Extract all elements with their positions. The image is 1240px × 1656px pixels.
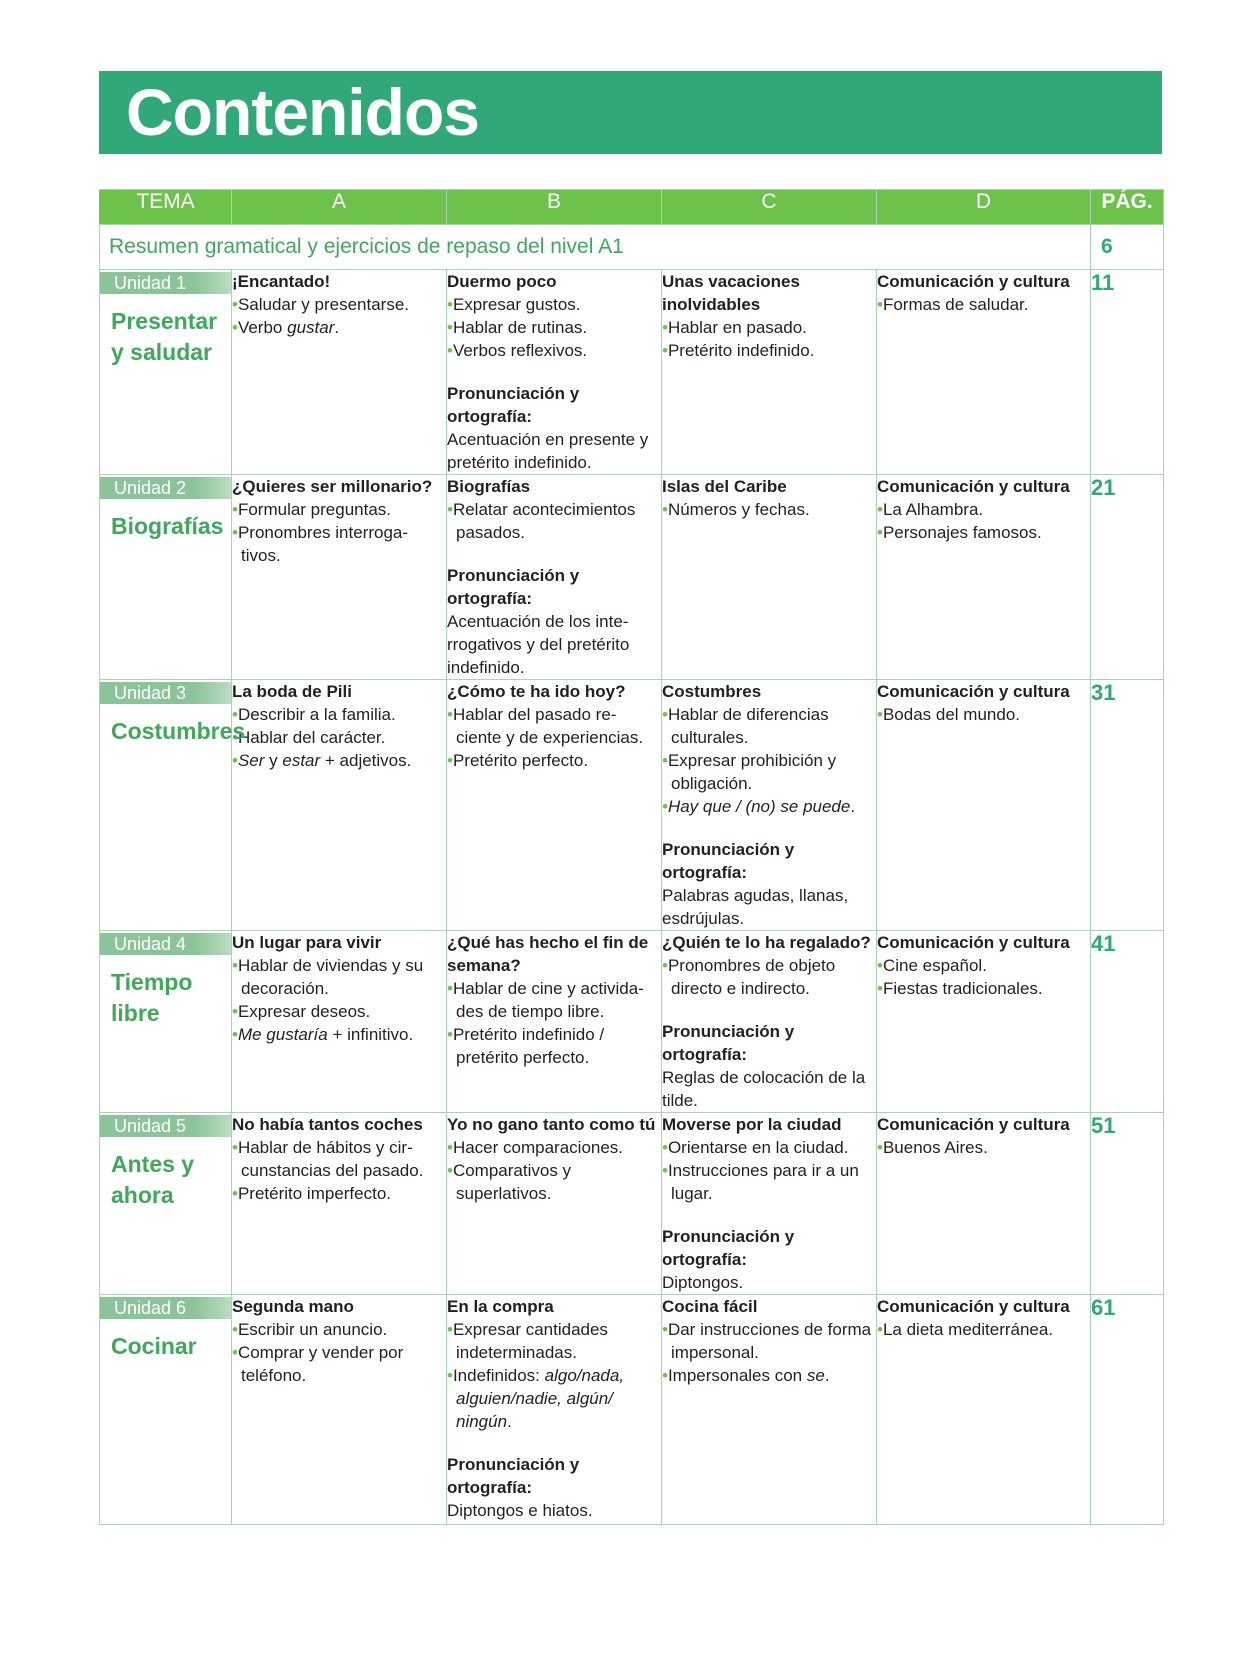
lesson-item: • Hay que / (no) se puede. [662, 795, 876, 818]
lesson-item: • La dieta mediterránea. [877, 1318, 1090, 1341]
lesson-item: • Relatar acontecimientos pasados. [447, 498, 661, 544]
unit-row [100, 1295, 1164, 1525]
lesson-item: • Hablar de hábitos y cir-cunstancias del pasado. [232, 1136, 446, 1182]
unit-tema-cell [100, 475, 232, 680]
resumen-text: Resumen gramatical y ejercicios de repaso del nivel A1 [100, 225, 1091, 270]
lesson-title: Comunicación y cultura [877, 1115, 1070, 1134]
lesson-item: • Indefinidos: algo/nada, alguien/nadie, algún/ ningún. [447, 1364, 661, 1433]
pronunciation-label: Pronunciación y ortografía: [662, 840, 795, 882]
unit-title: Antes y ahora [111, 1151, 195, 1208]
lesson-item: • Números y fechas. [662, 498, 876, 521]
page-number: 41 [1091, 931, 1164, 1113]
pronunciation-text: Acentuación en presente y pretérito indefinido. [447, 430, 649, 472]
lesson-cell-d [877, 931, 1091, 1113]
pronunciation-text: Diptongos e hiatos. [447, 1501, 593, 1520]
lesson-title: Comunicación y cultura [877, 477, 1070, 496]
page-title: Contenidos [126, 75, 479, 149]
lesson-title: La boda de Pili [232, 682, 352, 701]
pronunciation-label: Pronunciación y ortografía: [662, 1227, 795, 1269]
lesson-item: • Comparativos y superlativos. [447, 1159, 661, 1205]
lesson-cell-d [877, 680, 1091, 931]
lesson-title: Comunicación y cultura [877, 1297, 1070, 1316]
lesson-item: • Expresar gustos. [447, 293, 661, 316]
col-header-c: C [662, 190, 877, 225]
lesson-title: Duermo poco [447, 272, 557, 291]
lesson-cell-a [232, 1113, 447, 1295]
unit-tema-cell [100, 1113, 232, 1295]
unit-row [100, 1113, 1164, 1295]
lesson-item: • Escribir un anuncio. [232, 1318, 446, 1341]
lesson-title: Moverse por la ciudad [662, 1115, 842, 1134]
lesson-item: • Instrucciones para ir a un lugar. [662, 1159, 876, 1205]
page-number: 31 [1091, 680, 1164, 931]
page-number: 61 [1091, 1295, 1164, 1525]
lesson-title: Cocina fácil [662, 1297, 758, 1316]
lesson-cell-c [662, 270, 877, 475]
lesson-title: Comunicación y cultura [877, 272, 1070, 291]
page-number: 21 [1091, 475, 1164, 680]
lesson-item: • Hablar del carácter. [232, 726, 446, 749]
unit-title: Cocinar [111, 1333, 197, 1359]
lesson-title: Biografías [447, 477, 531, 496]
lesson-cell-b [447, 680, 662, 931]
lesson-item: • Ser y estar + adjetivos. [232, 749, 446, 772]
resumen-page: 6 [1091, 225, 1164, 270]
lesson-cell-b [447, 1113, 662, 1295]
lesson-cell-d [877, 475, 1091, 680]
lesson-item: • Buenos Aires. [877, 1136, 1090, 1159]
lesson-title: ¡Encantado! [232, 272, 331, 291]
title-banner [99, 71, 1162, 154]
lesson-item: • Hablar de viviendas y su decoración. [232, 954, 446, 1000]
lesson-item: • Pronombres de objeto directo e indirecto. [662, 954, 876, 1000]
lesson-item: • Pretérito imperfecto. [232, 1182, 446, 1205]
lesson-cell-c [662, 1113, 877, 1295]
unit-tag: Unidad 2 [100, 477, 231, 499]
unit-title: Presentar y saludar [111, 308, 218, 365]
lesson-title: Unas vacaciones inolvidables [662, 272, 800, 314]
lesson-item: • Hablar de rutinas. [447, 316, 661, 339]
unit-tag: Unidad 5 [100, 1115, 231, 1137]
unit-tag: Unidad 3 [100, 682, 231, 704]
unit-row [100, 475, 1164, 680]
lesson-title: ¿Qué has hecho el fin de semana? [447, 933, 649, 975]
lesson-cell-d [877, 270, 1091, 475]
unit-title: Biografías [111, 513, 224, 539]
lesson-title: Comunicación y cultura [877, 682, 1070, 701]
unit-tema-cell [100, 680, 246, 931]
lesson-item: • Me gustaría + infinitivo. [232, 1023, 446, 1046]
lesson-item: • Hablar de cine y activida-des de tiempo libre. [447, 977, 661, 1023]
lesson-cell-b [447, 1295, 662, 1525]
lesson-title: Costumbres [662, 682, 762, 701]
lesson-item: • La Alhambra. [877, 498, 1090, 521]
lesson-cell-c [662, 475, 877, 680]
lesson-item: • Pretérito indefinido. [662, 339, 876, 362]
lesson-cell-a [232, 1295, 447, 1525]
unit-title: Tiempo libre [111, 969, 193, 1026]
unit-tag: Unidad 6 [100, 1297, 231, 1319]
lesson-item: • Saludar y presentarse. [232, 293, 446, 316]
lesson-title: ¿Quieres ser millonario? [232, 477, 433, 496]
pronunciation-text: Reglas de colocación de la tilde. [662, 1068, 866, 1110]
lesson-item: • Hablar de diferencias culturales. [662, 703, 876, 749]
lesson-title: ¿Quién te lo ha regalado? [662, 933, 871, 952]
lesson-title: Un lugar para vivir [232, 933, 382, 952]
lesson-item: • Formular preguntas. [232, 498, 446, 521]
unit-tag: Unidad 4 [100, 933, 231, 955]
page-number: 11 [1091, 270, 1164, 475]
lesson-item: • Hacer comparaciones. [447, 1136, 661, 1159]
lesson-cell-c [662, 1295, 877, 1525]
lesson-title: En la compra [447, 1297, 554, 1316]
pronunciation-text: Diptongos. [662, 1273, 744, 1292]
contents-table [99, 189, 1164, 1525]
lesson-cell-b [447, 270, 662, 475]
lesson-item: • Bodas del mundo. [877, 703, 1090, 726]
lesson-item: • Pronombres interroga-tivos. [232, 521, 446, 567]
lesson-item: • Formas de saludar. [877, 293, 1090, 316]
lesson-cell-a [232, 931, 447, 1113]
unit-tema-cell [100, 1295, 232, 1525]
lesson-title: Yo no gano tanto como tú [447, 1115, 656, 1134]
col-header-d: D [877, 190, 1091, 225]
lesson-item: • Expresar deseos. [232, 1000, 446, 1023]
lesson-item: • Impersonales con se. [662, 1364, 876, 1387]
lesson-title: Islas del Caribe [662, 477, 787, 496]
lesson-item: • Orientarse en la ciudad. [662, 1136, 876, 1159]
unit-tema-cell [100, 931, 232, 1113]
col-header-b: B [447, 190, 662, 225]
lesson-cell-c [662, 931, 877, 1113]
resumen-row [100, 225, 1164, 270]
pronunciation-text: Acentuación de los inte-rrogativos y del pretérito indefinido. [447, 612, 630, 677]
pronunciation-label: Pronunciación y ortografía: [447, 566, 580, 608]
lesson-title: ¿Cómo te ha ido hoy? [447, 682, 626, 701]
pronunciation-label: Pronunciación y ortografía: [662, 1022, 795, 1064]
lesson-item: • Verbos reflexivos. [447, 339, 661, 362]
col-header-a: A [232, 190, 447, 225]
lesson-item: • Expresar cantidades indeterminadas. [447, 1318, 661, 1364]
lesson-item: • Pretérito perfecto. [447, 749, 661, 772]
lesson-item: • Personajes famosos. [877, 521, 1090, 544]
lesson-cell-a [232, 475, 447, 680]
lesson-title: Comunicación y cultura [877, 933, 1070, 952]
lesson-cell-d [877, 1113, 1091, 1295]
lesson-item: • Verbo gustar. [232, 316, 446, 339]
unit-row [100, 680, 1164, 931]
unit-tema-cell [100, 270, 232, 475]
unit-row [100, 931, 1164, 1113]
lesson-item: • Hablar del pasado re-ciente y de experiencias. [447, 703, 661, 749]
lesson-item: • Expresar prohibición y obligación. [662, 749, 876, 795]
unit-row [100, 270, 1164, 475]
pronunciation-text: Palabras agudas, llanas, esdrújulas. [662, 886, 849, 928]
lesson-cell-b [447, 931, 662, 1113]
lesson-cell-a [232, 270, 447, 475]
table-header-row [100, 190, 1164, 225]
lesson-title: Segunda mano [232, 1297, 354, 1316]
pronunciation-label: Pronunciación y ortografía: [447, 384, 580, 426]
page-number: 51 [1091, 1113, 1164, 1295]
lesson-cell-c [662, 680, 877, 931]
pronunciation-label: Pronunciación y ortografía: [447, 1455, 580, 1497]
lesson-item: • Comprar y vender por teléfono. [232, 1341, 446, 1387]
lesson-cell-d [877, 1295, 1091, 1525]
lesson-item: • Fiestas tradicionales. [877, 977, 1090, 1000]
unit-tag: Unidad 1 [100, 272, 231, 294]
lesson-item: • Pretérito indefinido / pretérito perfecto. [447, 1023, 661, 1069]
lesson-item: • Describir a la familia. [232, 703, 446, 726]
lesson-cell-b [447, 475, 662, 680]
lesson-item: • Dar instrucciones de forma impersonal. [662, 1318, 876, 1364]
col-header-tema: TEMA [100, 190, 232, 225]
unit-title: Costumbres [111, 718, 246, 744]
lesson-title: No había tantos coches [232, 1115, 423, 1134]
lesson-item: • Cine español. [877, 954, 1090, 977]
lesson-cell-a [232, 680, 447, 931]
lesson-item: • Hablar en pasado. [662, 316, 876, 339]
col-header-pag: PÁG. [1091, 190, 1164, 225]
